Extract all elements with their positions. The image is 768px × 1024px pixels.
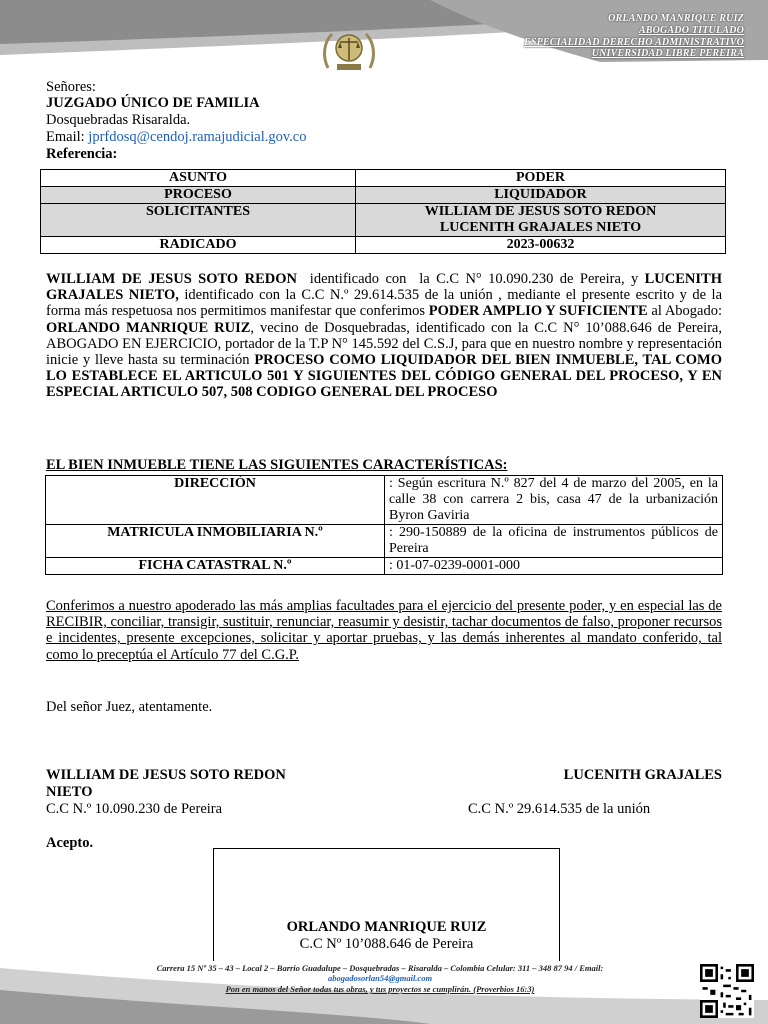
ref-key-proceso: PROCESO	[41, 187, 356, 204]
lawyer-details: , vecino de Dosquebradas, identificado con la C.C N° 10’088.646 de Pereira, ABOGADO EN EJERCICIO, portador de la T.P N° 145.592 del C.S.J, para que en nuestro nombre y representación inicie y lleve hasta su terminación	[46, 319, 722, 369]
acceptor-id: C.C Nº 10’088.646 de Pereira	[299, 936, 474, 952]
acceptance-label: Acepto.	[46, 835, 94, 851]
ref-value-proceso: LIQUIDADOR	[356, 187, 726, 204]
signer-1-name: WILLIAM DE JESUS SOTO REDON	[46, 767, 286, 783]
prop-key-ficha: FICHA CATASTRAL N.º	[46, 558, 385, 575]
ref-key-solicitantes: SOLICITANTES	[41, 204, 356, 237]
table-row	[41, 187, 726, 204]
signer-2-id: C.C N.º 29.614.535 de la unión	[468, 801, 651, 817]
footer-email[interactable]: abogadosorlan54@gmail.com	[327, 973, 433, 983]
reference-label: Referencia:	[46, 146, 118, 162]
faculties-paragraph: Conferimos a nuestro apoderado las más amplias facultades para el ejercicio del presente poder, y en especial las de RECIBIR, conciliar, transigir, sustituir, renunciar, reasumir y desistir, tachar documentos de falso, proponer recursos e incidentes, presente excepciones, solicitar y aportar pruebas, y las demás inherentes al mandato conferido, tal como lo preceptúa el Artículo 77 del C.G.P.	[46, 598, 722, 663]
justice-crest-logo	[320, 28, 378, 76]
table-row	[46, 558, 723, 575]
prop-value-matricula: : 290-150889 de la oficina de instrumentos públicos de Pereira	[385, 525, 723, 558]
table-row	[46, 525, 723, 558]
prop-value-direccion: : Según escritura N.º 827 del 4 de marzo del 2005, en la calle 38 con carrera 2 bis, casa 47 de la urbanización Byron Gaviria	[385, 476, 723, 525]
salutation: Señores:	[46, 79, 96, 95]
court-email-line	[46, 129, 306, 145]
table-row	[41, 204, 726, 237]
table-row	[46, 476, 723, 525]
email-label: Email:	[46, 129, 89, 145]
signer-1-id: C.C N.º 10.090.230 de Pereira	[46, 801, 223, 817]
ref-key-asunto: ASUNTO	[41, 170, 356, 187]
ref-value-asunto: PODER	[356, 170, 726, 187]
power-of-attorney-paragraph	[46, 271, 722, 401]
to-lawyer: al Abogado:	[647, 303, 723, 320]
grantor-2-name: LUCENITH GRAJALES NIETO,	[46, 271, 722, 304]
prop-key-matricula: MATRICULA INMOBILIARIA N.º	[46, 525, 385, 558]
solicitante-2: LUCENITH GRAJALES NIETO	[439, 220, 642, 235]
grantor-2-id: identificado con la C.C N.º 29.614.535 de la unión , mediante el presente escrito y de la forma más respetuosa nos permitimos manifestar que conferimos	[46, 287, 723, 320]
grantor-1-id: identificado con la C.C N° 10.090.230 de Pereira, y	[296, 271, 645, 287]
acceptor-name: ORLANDO MANRIQUE RUIZ	[286, 919, 487, 935]
signer-1-name-cont: NIETO	[46, 784, 93, 800]
court-email-link[interactable]: jprfdosq@cendoj.ramajudicial.gov.co	[88, 129, 307, 145]
court-name: JUZGADO ÚNICO DE FAMILIA	[46, 95, 260, 111]
header-university: UNIVERSIDAD LIBRE PEREIRA	[591, 48, 744, 59]
closing-phrase: Del señor Juez, atentamente.	[46, 699, 213, 715]
qr-code-icon	[700, 964, 754, 1018]
signer-2-name: LUCENITH GRAJALES	[563, 767, 722, 783]
process-description: PROCESO COMO LIQUIDADOR DEL BIEN INMUEBLE, TAL COMO LO ESTABLECE EL ARTICULO 501 Y SIGUIENTES DEL CÓDIGO GENERAL DEL PROCESO, Y EN ESPECIAL ARTICULO 507, 508 CODIGO GENERAL DEL PROCESO	[46, 352, 722, 401]
prop-value-ficha: : 01-07-0239-0001-000	[385, 558, 723, 575]
ref-value-solicitantes	[356, 204, 726, 237]
table-row	[41, 237, 726, 254]
solicitante-1: WILLIAM DE JESUS SOTO REDON	[424, 204, 657, 219]
acceptance-signature-box	[213, 848, 560, 961]
lawyer-name: ORLANDO MANRIQUE RUIZ	[46, 319, 251, 336]
ref-value-radicado: 2023-00632	[356, 237, 726, 254]
power-type: PODER AMPLIO Y SUFICIENTE	[428, 303, 648, 320]
reference-table	[40, 169, 726, 254]
grantor-1-name: WILLIAM DE JESUS SOTO REDON	[46, 271, 297, 287]
prop-key-direccion: DIRECCIÓN	[46, 476, 385, 525]
header-lawyer-name: ORLANDO MANRIQUE RUIZ	[608, 13, 744, 24]
footer-address: Carrera 15 Nº 35 – 43 – Local 2 – Barrio Guadalupe – Dosquebradas – Risaralda – Colombia Celular: 311 – 348 87 94 / Email:	[156, 963, 604, 973]
property-heading: EL BIEN INMUEBLE TIENE LAS SIGUIENTES CARACTERÍSTICAS:	[46, 457, 508, 473]
property-table	[45, 475, 723, 575]
court-city: Dosquebradas Risaralda.	[46, 112, 191, 128]
footer-quote: Pon en manos del Señor todas tus obras, y tus proyectos se cumplirán. (Proverbios 16:3)	[225, 984, 535, 994]
ref-key-radicado: RADICADO	[41, 237, 356, 254]
header-specialty: ESPECIALIDAD DERECHO ADMINISTRATIVO	[523, 37, 744, 48]
table-row	[41, 170, 726, 187]
header-lawyer-title: ABOGADO TITULADO	[638, 25, 744, 36]
